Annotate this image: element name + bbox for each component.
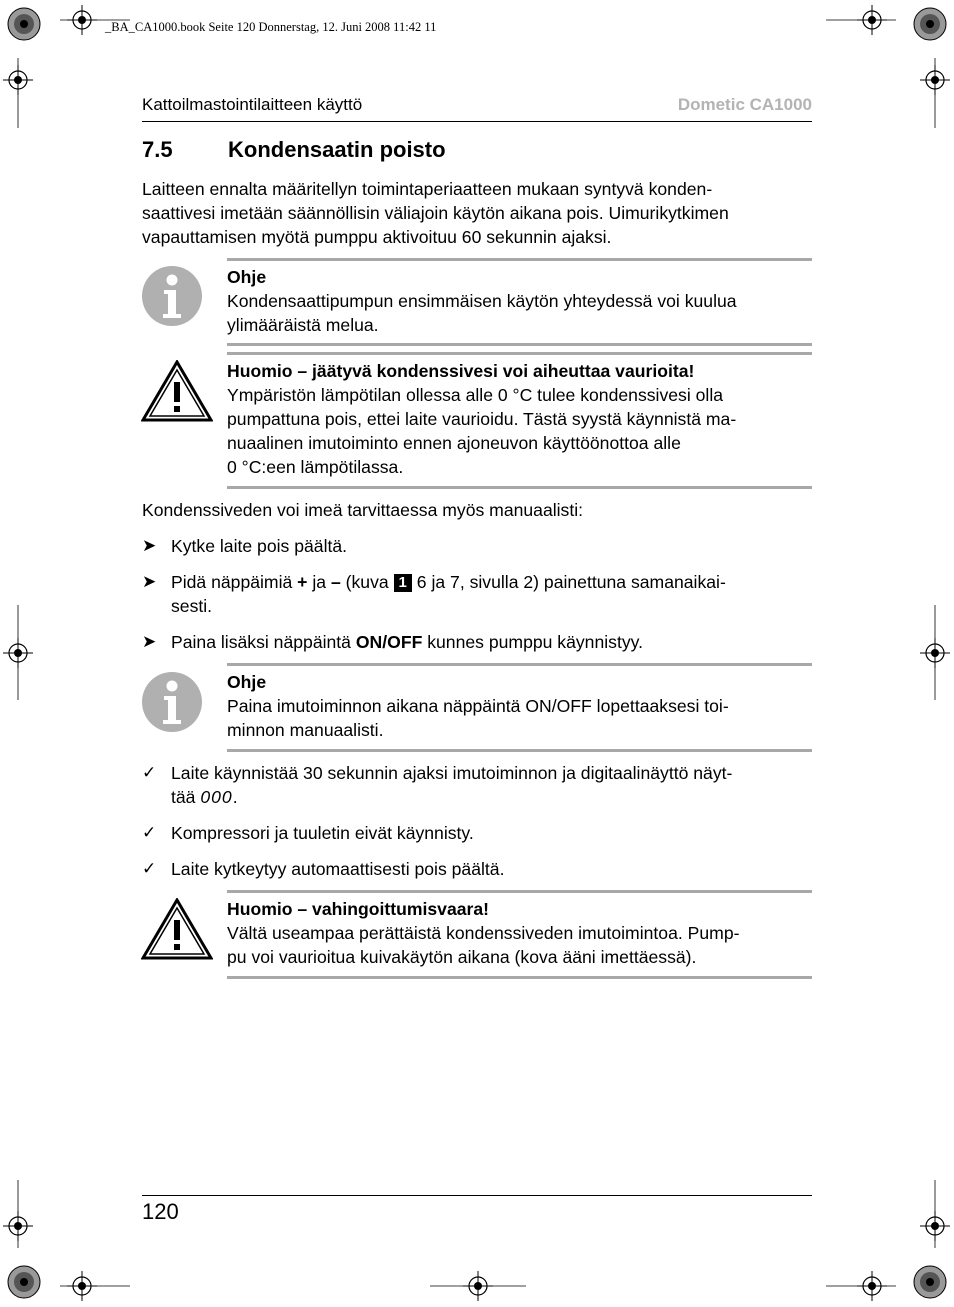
info-icon — [142, 672, 202, 732]
plus-key: + — [297, 572, 308, 592]
step-2-text: 6 ja 7, sivulla 2) painettuna samanaikai- — [411, 572, 726, 592]
warning-title: Huomio – jäätyvä kondenssivesi voi aiheuttaa vaurioita! — [227, 361, 695, 381]
step-arrow-icon: ➤ — [142, 572, 157, 591]
intro-paragraph — [142, 177, 822, 249]
result-1-text: tää — [171, 787, 201, 807]
warning-text: pu voi vaurioitua kuivakäytön aikana (kova ääni imettäessä). — [227, 947, 697, 967]
header-rule — [142, 121, 812, 122]
note-box-1 — [227, 258, 812, 346]
check-icon: ✓ — [142, 823, 157, 842]
running-header-title: Kattoilmastointilaitteen käyttö — [142, 95, 363, 114]
step-2-text: ja — [307, 572, 331, 592]
step-3-text: kunnes pumppu käynnistyy. — [422, 632, 644, 652]
note-text: minnon manuaalisti. — [227, 720, 384, 740]
digital-display-value: 000 — [200, 787, 233, 807]
intro-line: vapauttamisen myötä pumppu aktivoituu 60 sekunnin ajaksi. — [142, 227, 612, 247]
step-3-text: Paina lisäksi näppäintä — [171, 632, 356, 652]
intro-line: Laitteen ennalta määritellyn toimintaperiaatteen mukaan syntyvä konden- — [142, 179, 713, 199]
note-text: Kondensaattipumpun ensimmäisen käytön yhteydessä voi kuulua — [227, 291, 737, 311]
warning-text: Ympäristön lämpötilan ollessa alle 0 °C tulee kondenssivesi olla — [227, 385, 724, 405]
manual-intro: Kondenssiveden voi imeä tarvittaessa myös manuaalisti: — [142, 500, 584, 520]
page-number: 120 — [142, 1199, 179, 1224]
warning-triangle-icon — [141, 898, 213, 960]
step-3 — [171, 630, 812, 654]
step-2 — [171, 570, 812, 618]
note-text: ylimääräistä melua. — [227, 315, 379, 335]
info-icon — [142, 266, 202, 326]
note-box-2 — [227, 663, 812, 752]
minus-key: – — [330, 572, 341, 592]
result-1-text: . — [232, 787, 238, 807]
intro-line: saattivesi imetään säännöllisin väliajoin käytön aikana pois. Uimurikytkimen — [142, 203, 729, 223]
step-2-text: sesti. — [171, 596, 213, 616]
note-title: Ohje — [227, 267, 267, 287]
footer-rule — [142, 1195, 812, 1196]
warning-text: pumpattuna pois, ettei laite vaurioidu. Tästä syystä käynnistä ma- — [227, 409, 737, 429]
figure-badge: 1 — [394, 574, 412, 592]
print-meta-line: _BA_CA1000.book Seite 120 Donnerstag, 12. Juni 2008 11:42 11 — [105, 20, 437, 34]
result-2: Kompressori ja tuuletin eivät käynnisty. — [171, 823, 474, 843]
warning-text: Vältä useampaa perättäistä kondenssiveden imutoimintoa. Pump- — [227, 923, 740, 943]
warning-text: 0 °C:een lämpötilassa. — [227, 457, 404, 477]
section-number: 7.5 — [142, 137, 173, 162]
on-off-key: ON/OFF — [355, 632, 423, 652]
warning-box-1 — [227, 352, 812, 489]
check-icon: ✓ — [142, 763, 157, 782]
warning-triangle-icon — [141, 360, 213, 422]
result-1-text: Laite käynnistää 30 sekunnin ajaksi imutoiminnon ja digitaalinäyttö näyt- — [171, 763, 733, 783]
result-1 — [171, 761, 812, 809]
result-3: Laite kytkeytyy automaattisesti pois päältä. — [171, 859, 505, 879]
running-header-product: Dometic CA1000 — [677, 95, 812, 114]
warning-box-2 — [227, 890, 812, 979]
step-1: Kytke laite pois päältä. — [171, 536, 348, 556]
step-2-text: Pidä näppäimiä — [171, 572, 298, 592]
warning-title: Huomio – vahingoittumisvaara! — [227, 899, 489, 919]
note-text: Paina imutoiminnon aikana näppäintä ON/OFF lopettaaksesi toi- — [227, 696, 729, 716]
section-title: Kondensaatin poisto — [228, 137, 446, 162]
section-heading — [142, 137, 446, 163]
step-arrow-icon: ➤ — [142, 632, 157, 651]
note-title: Ohje — [227, 672, 267, 692]
check-icon: ✓ — [142, 859, 157, 878]
warning-text: nuaalinen imutoiminto ennen ajoneuvon käyttöönottoa alle — [227, 433, 681, 453]
step-arrow-icon: ➤ — [142, 536, 157, 555]
step-2-text: (kuva — [340, 572, 394, 592]
